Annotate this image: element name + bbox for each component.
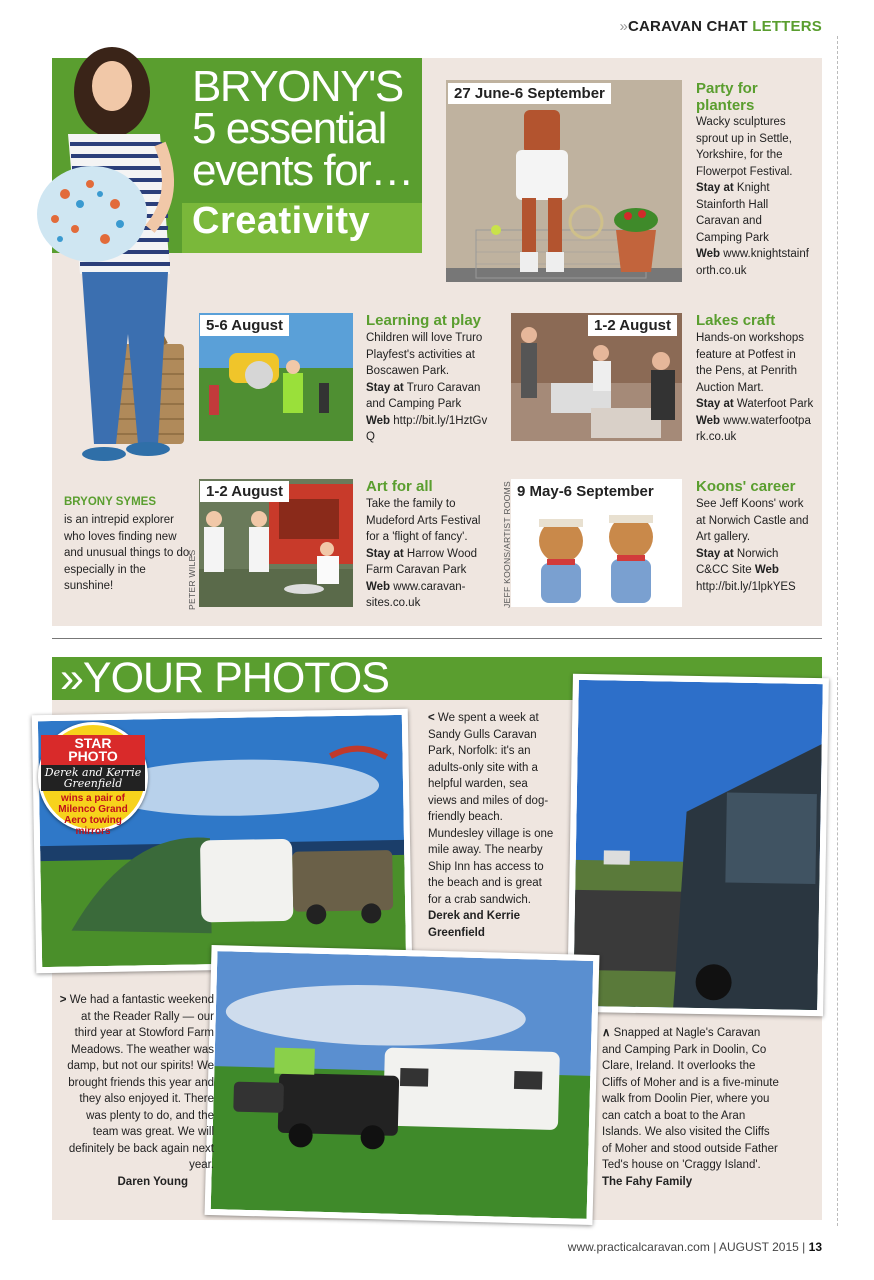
event-stay: Knight Stainforth Hall Caravan and Camping Park — [696, 182, 770, 244]
bryony-portrait — [20, 44, 195, 464]
event-body: Take the family to Mudeford Arts Festival for a 'flight of fancy'. — [366, 498, 481, 543]
page-footer — [568, 1240, 822, 1254]
letter-marker: > — [59, 994, 67, 1006]
letter-text: Snapped at Nagle's Caravan and Camping Park in Doolin, Co Clare, Ireland. It overlooks the Cliffs of Moher and is a five-minute walk from Doolin Pier, where you can catch a boat to the Aran Islands. We also visited the Cliffs of Moher and stood outside Father Ted's house on 'Craggy Island'. — [602, 1027, 779, 1171]
header-arrow: » — [619, 18, 628, 35]
section-header — [619, 18, 822, 35]
event-stay: Waterfoot Park — [736, 398, 814, 410]
event-title: Learning at play — [366, 312, 482, 329]
reader-rally-photo-card — [205, 945, 600, 1225]
event-body: Hands-on workshops feature at Potfest in the Pens, at Penrith Auction Mart. — [696, 332, 805, 394]
event-date: 1-2 August — [588, 315, 677, 336]
web-label: Web — [754, 564, 779, 576]
event-web[interactable]: www.waterfootpark.co.uk — [696, 414, 811, 443]
event-date: 1-2 August — [200, 481, 289, 502]
event-title: Lakes craft — [696, 312, 776, 329]
letter-author: Derek and Kerrie Greenfield — [428, 910, 521, 939]
event-stay: Truro Caravan and Camping Park — [366, 381, 481, 410]
web-label: Web — [696, 248, 721, 260]
header-section: CARAVAN CHAT — [627, 18, 748, 35]
photo-credit: JEFF KOONS/ARTIST ROOMS — [502, 480, 512, 608]
letter-1 — [428, 710, 558, 941]
feature-title — [192, 62, 422, 195]
event-date: 27 June-6 September — [448, 83, 611, 104]
star-line1: STAR — [74, 735, 112, 751]
star-prize: wins a pair of Milenco Grand Aero towing mirrors — [58, 793, 128, 837]
footer-sep: | — [802, 1240, 806, 1254]
letter-text: We spent a week at Sandy Gulls Caravan Park, Norfolk: it's an adults-only site with a helpful warden, sea views and miles of dog-friendly beach. Mundesley village is one mile away. The nearby Ship Inn has access to the beach and is great for a crab sandwich. — [428, 712, 554, 906]
letter-author: The Fahy Family — [602, 1175, 693, 1188]
star-photo-badge — [38, 722, 148, 837]
footer-url[interactable]: www.practicalcaravan.com — [567, 1240, 710, 1254]
event-web[interactable]: www.knightstainforth.co.uk — [696, 248, 809, 277]
bio-text: is an intrepid explorer who loves finding new and unusual things to do, especially in the sunshine! — [64, 514, 193, 592]
event-stay: Norwich C&CC Site — [696, 547, 779, 576]
event-title: Art for all — [366, 478, 433, 495]
header-subsection: LETTERS — [752, 18, 822, 35]
stay-label: Stay at — [696, 398, 734, 410]
section-divider — [52, 638, 822, 639]
doolin-photo-card — [567, 674, 829, 1016]
event-details — [696, 114, 811, 279]
letter-text: We had a fantastic weekend at the Reader Rally — our third year at Stowford Farm Meadows. The weather was damp, but not our spirits! We brought friends this year and they also enjoyed it. There was plenty to do, and the team was great. We will definitely be back again next year. — [67, 994, 214, 1171]
stay-label: Stay at — [366, 381, 404, 394]
event-date: 9 May-6 September — [517, 483, 654, 500]
title-line-3: events for… — [192, 146, 413, 195]
bio-name: BRYONY SYMES — [64, 496, 157, 508]
star-label — [41, 735, 145, 765]
page-number: 13 — [808, 1240, 822, 1254]
event-details — [366, 496, 494, 612]
event-body: Wacky sculptures sprout up in Settle, Yorkshire, for the Flowerpot Festival. — [696, 116, 793, 178]
letter-marker: ∧ — [602, 1027, 611, 1039]
web-label: Web — [366, 580, 391, 593]
event-web[interactable]: http://bit.ly/1lpkYES — [696, 580, 796, 593]
stay-label: Stay at — [696, 547, 734, 560]
event-date: 5-6 August — [200, 315, 289, 336]
letter-2 — [58, 992, 214, 1190]
title-line-1: BRYONY'S — [192, 62, 403, 111]
event-details — [696, 496, 814, 595]
doolin-photo-image — [573, 680, 823, 1010]
feature-theme: Creativity — [192, 200, 371, 242]
event-web[interactable]: http://bit.ly/1HztGvQ — [366, 414, 488, 443]
star-line2: PHOTO — [68, 748, 118, 764]
photos-title: »YOUR PHOTOS — [60, 654, 389, 702]
web-label: Web — [696, 414, 721, 427]
event-body: Children will love Truro Playfest's activities at Boscawen Park. — [366, 332, 483, 377]
event-web[interactable]: www.caravan-sites.co.uk — [366, 580, 466, 609]
event-stay: Harrow Wood Farm Caravan Park — [366, 547, 478, 576]
web-label: Web — [366, 414, 391, 427]
event-title: Party for planters — [696, 80, 758, 114]
event-body: See Jeff Koons' work at Norwich Castle and Art gallery. — [696, 498, 809, 543]
photo-credit: PETER WILES — [187, 549, 197, 610]
letter-3 — [602, 1025, 780, 1190]
star-names: Derek and Kerrie Greenfield — [41, 765, 145, 791]
footer-sep: | — [713, 1240, 717, 1254]
letter-author: Daren Young — [117, 1175, 188, 1188]
title-line-2: 5 essential — [192, 104, 386, 153]
event-details — [366, 330, 494, 446]
event-details — [696, 330, 814, 446]
letter-marker: < — [428, 712, 435, 724]
reader-rally-photo-image — [211, 951, 594, 1219]
stay-label: Stay at — [696, 182, 734, 194]
page-edge-rule — [832, 36, 838, 1226]
footer-issue: AUGUST 2015 — [719, 1240, 799, 1254]
stay-label: Stay at — [366, 547, 404, 560]
event-title: Koons' career — [696, 478, 796, 495]
flowerpot-photo — [446, 80, 682, 282]
